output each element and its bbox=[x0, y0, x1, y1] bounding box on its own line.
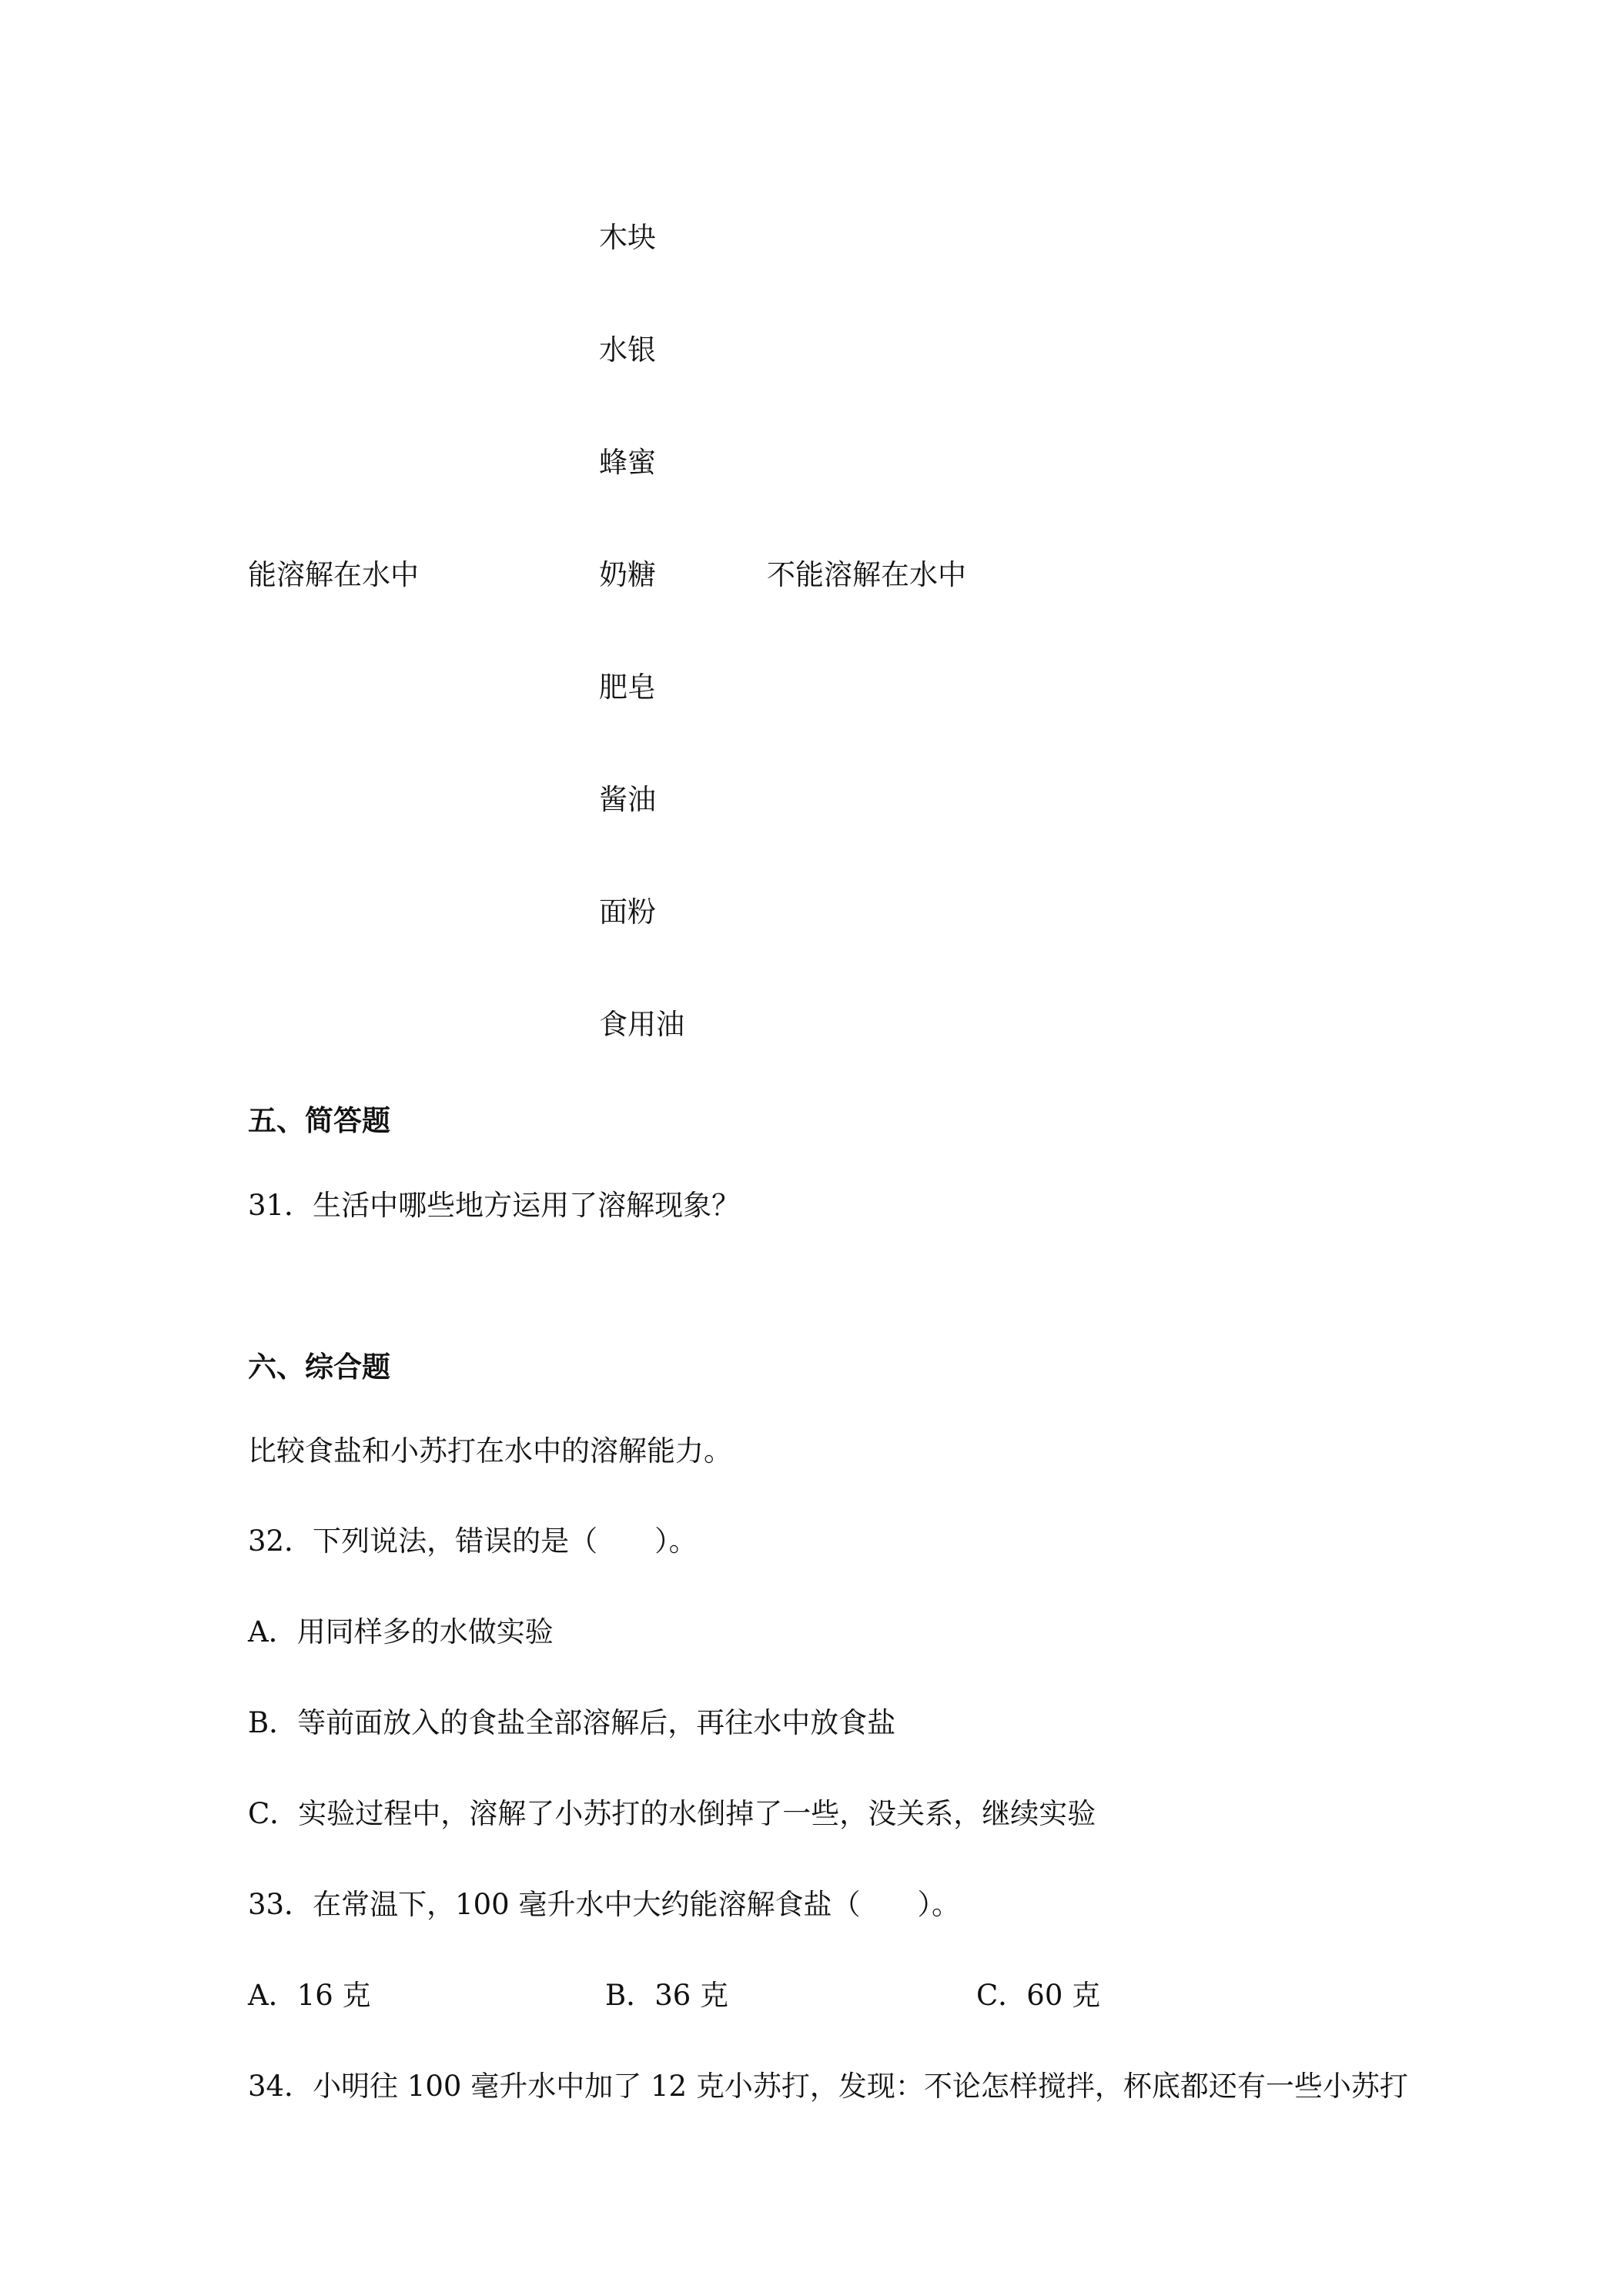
question-32-option-b: B．等前面放入的食盐全部溶解后，再往水中放食盐 bbox=[248, 1706, 896, 1739]
matching-item: 水银 bbox=[599, 333, 656, 366]
matching-item: 面粉 bbox=[599, 895, 656, 929]
matching-item: 奶糖 bbox=[599, 558, 656, 591]
matching-right-label: 不能溶解在水中 bbox=[767, 558, 966, 591]
question-31: 31．生活中哪些地方运用了溶解现象？ bbox=[248, 1189, 741, 1222]
question-33-option-a: A．16 克 bbox=[248, 1979, 371, 2012]
question-33-option-b: B．36 克 bbox=[605, 1979, 729, 2012]
section-heading: 六、综合题 bbox=[248, 1350, 390, 1384]
section-heading: 五、简答题 bbox=[248, 1103, 390, 1137]
question-33-option-c: C．60 克 bbox=[976, 1979, 1101, 2012]
question-32-stem: 32．下列说法，错误的是（ ）。 bbox=[248, 1525, 698, 1558]
matching-item: 蜂蜜 bbox=[599, 446, 656, 479]
matching-item: 木块 bbox=[599, 221, 656, 254]
matching-item: 肥皂 bbox=[599, 671, 656, 704]
question-34-stem: 34．小明往 100 毫升水中加了 12 克小苏打，发现：不论怎样搅拌，杯底都还有一些小苏打 bbox=[248, 2070, 1408, 2103]
section-intro: 比较食盐和小苏打在水中的溶解能力。 bbox=[248, 1434, 732, 1468]
matching-left-label: 能溶解在水中 bbox=[248, 558, 419, 591]
question-32-option-a: A．用同样多的水做实验 bbox=[248, 1615, 554, 1648]
question-33-stem: 33．在常温下，100 毫升水中大约能溶解食盐（ ）。 bbox=[248, 1888, 960, 1921]
matching-item: 酱油 bbox=[599, 783, 656, 816]
question-32-option-c: C．实验过程中，溶解了小苏打的水倒掉了一些，没关系，继续实验 bbox=[248, 1797, 1096, 1830]
matching-item: 食用油 bbox=[599, 1008, 684, 1041]
